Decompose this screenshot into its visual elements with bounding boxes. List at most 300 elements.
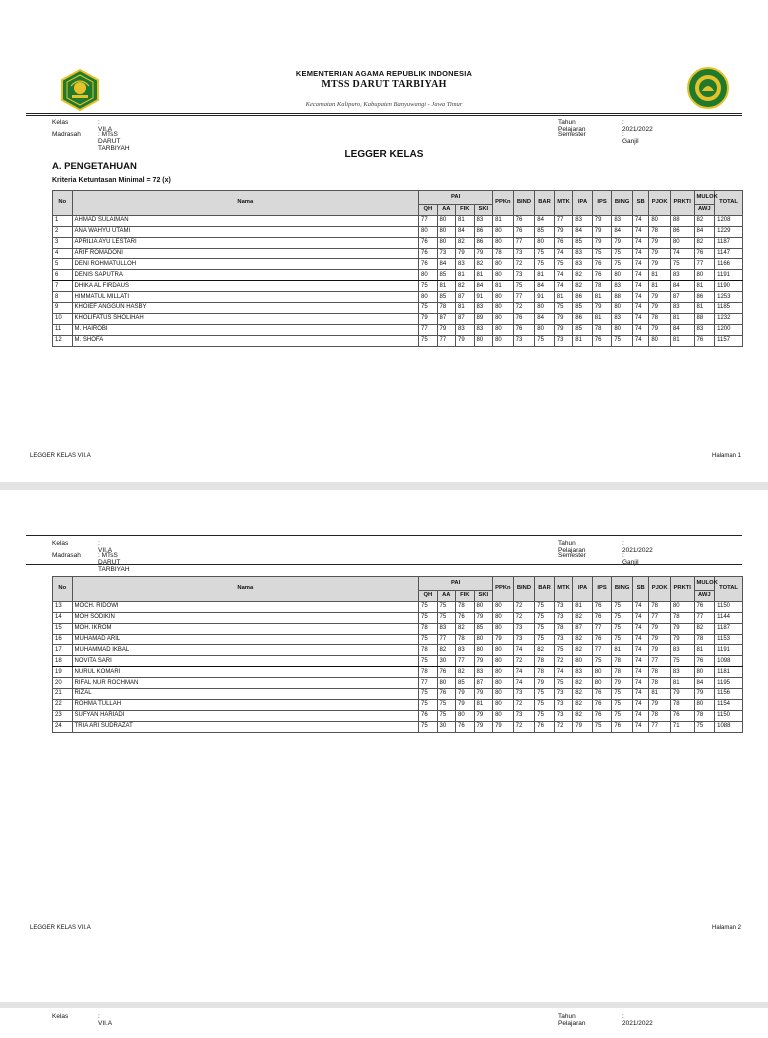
cell-bind: 76	[513, 226, 535, 237]
cell-bing: 78	[612, 667, 633, 678]
cell-ipa: 83	[573, 259, 593, 270]
cell-aa: 73	[437, 248, 456, 259]
cell-bind: 73	[513, 689, 535, 700]
cell-ipa: 86	[573, 292, 593, 303]
cell-pjok: 79	[649, 292, 671, 303]
cell-mtk: 77	[554, 215, 573, 226]
table-row	[53, 645, 743, 656]
cell-mtk: 72	[554, 656, 573, 667]
cell-ips: 76	[592, 699, 612, 710]
cell-mtk: 75	[554, 259, 573, 270]
cell-pjok: 79	[649, 303, 671, 314]
cell-bind: 73	[513, 248, 535, 259]
cell-ski: 79	[474, 721, 493, 732]
col-mtk-header: MTK	[554, 191, 573, 216]
cell-bar: 79	[535, 678, 555, 689]
cell-qh: 75	[419, 721, 438, 732]
cell-bing: 88	[612, 292, 633, 303]
cell-bind: 73	[513, 270, 535, 281]
cell-prkti: 78	[670, 612, 694, 623]
cell-awj: 81	[694, 303, 715, 314]
cell-bar: 75	[535, 623, 555, 634]
kelas-value: : VII.A	[98, 540, 113, 554]
cell-qh: 78	[419, 645, 438, 656]
cell-fik: 87	[456, 313, 475, 324]
cell-bind: 73	[513, 710, 535, 721]
cell-total: 1187	[715, 237, 743, 248]
ministry-name: KEMENTERIAN AGAMA REPUBLIK INDONESIA	[295, 69, 473, 78]
cell-ppkn: 80	[493, 313, 514, 324]
cell-bind: 77	[513, 292, 535, 303]
cell-ipa: 84	[573, 226, 593, 237]
cell-ppkn: 80	[493, 699, 514, 710]
cell-bing: 75	[612, 623, 633, 634]
cell-qh: 77	[419, 678, 438, 689]
cell-ski: 86	[474, 226, 493, 237]
col-mulok-header: MULOK	[694, 577, 715, 591]
cell-mtk: 72	[554, 721, 573, 732]
cell-total: 1229	[715, 226, 743, 237]
madrasah-value: : MTsS DARUT TARBIYAH	[98, 552, 130, 573]
cell-sb: 74	[632, 281, 648, 292]
cell-pjok: 78	[649, 678, 671, 689]
col-awj-header: AWJ	[694, 591, 715, 602]
cell-ski: 80	[474, 634, 493, 645]
cell-sb: 74	[632, 678, 648, 689]
cell-sb: 74	[632, 335, 648, 346]
cell-total: 1191	[715, 645, 743, 656]
cell-fik: 79	[456, 699, 475, 710]
cell-ips: 76	[592, 634, 612, 645]
cell-ppkn: 80	[493, 656, 514, 667]
page-title: LEGGER KELAS	[344, 149, 424, 160]
cell-mtk: 81	[554, 292, 573, 303]
cell-total: 1157	[715, 335, 743, 346]
cell-fik: 79	[456, 248, 475, 259]
cell-ski: 85	[474, 623, 493, 634]
cell-awj: 77	[694, 259, 715, 270]
tahun-label: Tahun Pelajaran	[558, 540, 586, 554]
cell-fik: 87	[456, 292, 475, 303]
cell-bar: 78	[535, 667, 555, 678]
cell-bind: 72	[513, 699, 535, 710]
cell-mtk: 74	[554, 667, 573, 678]
cell-sb: 74	[632, 226, 648, 237]
cell-awj: 78	[694, 710, 715, 721]
cell-mtk: 76	[554, 237, 573, 248]
cell-sb: 74	[632, 292, 648, 303]
cell-aa: 75	[437, 699, 456, 710]
col-total-header: TOTAL	[715, 191, 743, 216]
cell-sb: 74	[632, 612, 648, 623]
cell-ipa: 79	[573, 721, 593, 732]
cell-qh: 80	[419, 292, 438, 303]
cell-bind: 72	[513, 259, 535, 270]
col-fik-header: FIK	[456, 591, 475, 602]
cell-fik: 81	[456, 270, 475, 281]
col-qh-header: QH	[419, 205, 438, 216]
table-row	[53, 601, 743, 612]
cell-aa: 76	[437, 689, 456, 700]
cell-bar: 75	[535, 710, 555, 721]
cell-awj: 80	[694, 699, 715, 710]
cell-ips: 78	[592, 324, 612, 335]
tahun-value: : 2021/2022	[622, 1013, 653, 1027]
cell-ips: 78	[592, 281, 612, 292]
cell-bing: 83	[612, 281, 633, 292]
cell-pjok: 78	[649, 313, 671, 324]
cell-aa: 80	[437, 226, 456, 237]
cell-fik: 79	[456, 335, 475, 346]
cell-mtk: 74	[554, 281, 573, 292]
footer-page-number: Halaman 1	[711, 453, 741, 459]
cell-bar: 91	[535, 292, 555, 303]
cell-aa: 77	[437, 335, 456, 346]
cell-total: 1156	[715, 689, 743, 700]
col-pjok-header: PJOK	[649, 577, 671, 602]
cell-prkti: 75	[670, 259, 694, 270]
col-bing-header: BING	[612, 577, 633, 602]
cell-awj: 77	[694, 612, 715, 623]
cell-bing: 80	[612, 324, 633, 335]
cell-awj: 82	[694, 237, 715, 248]
cell-total: 1187	[715, 623, 743, 634]
cell-ips: 77	[592, 645, 612, 656]
cell-ppkn: 80	[493, 678, 514, 689]
cell-ski: 81	[474, 270, 493, 281]
cell-pjok: 81	[649, 281, 671, 292]
cell-fik: 83	[456, 645, 475, 656]
cell-sb: 74	[632, 303, 648, 314]
cell-no: 5	[53, 259, 73, 270]
cell-fik: 81	[456, 303, 475, 314]
letterhead-divider-thin	[26, 115, 742, 116]
cell-ski: 83	[474, 303, 493, 314]
legger-table	[52, 576, 743, 733]
tahun-value: : 2021/2022	[622, 119, 653, 133]
cell-awj: 79	[694, 689, 715, 700]
table-row	[53, 612, 743, 623]
cell-no: 1	[53, 215, 73, 226]
cell-awj: 76	[694, 335, 715, 346]
cell-sb: 74	[632, 634, 648, 645]
cell-sb: 74	[632, 324, 648, 335]
cell-ipa: 82	[573, 678, 593, 689]
col-ppkn-header: PPKn	[493, 191, 514, 216]
cell-mtk: 79	[554, 313, 573, 324]
cell-fik: 79	[456, 689, 475, 700]
cell-sb: 74	[632, 259, 648, 270]
cell-pjok: 78	[649, 226, 671, 237]
cell-mtk: 73	[554, 710, 573, 721]
col-mtk-header: MTK	[554, 577, 573, 602]
cell-ips: 76	[592, 710, 612, 721]
cell-aa: 77	[437, 634, 456, 645]
cell-ski: 79	[474, 248, 493, 259]
cell-no: 19	[53, 667, 73, 678]
cell-pjok: 77	[649, 656, 671, 667]
table-row	[53, 303, 743, 314]
cell-sb: 74	[632, 699, 648, 710]
cell-bind: 73	[513, 335, 535, 346]
cell-mtk: 78	[554, 623, 573, 634]
cell-no: 12	[53, 335, 73, 346]
cell-no: 13	[53, 601, 73, 612]
cell-ppkn: 80	[493, 237, 514, 248]
col-ppkn-header: PPKn	[493, 577, 514, 602]
cell-pjok: 79	[649, 623, 671, 634]
cell-sb: 74	[632, 645, 648, 656]
cell-prkti: 84	[670, 324, 694, 335]
cell-bind: 72	[513, 303, 535, 314]
cell-ipa: 82	[573, 270, 593, 281]
cell-no: 14	[53, 612, 73, 623]
kelas-value: : VII.A	[98, 1013, 113, 1027]
cell-bar: 85	[535, 226, 555, 237]
tahun-label: Tahun Pelajaran	[558, 1013, 586, 1027]
cell-ipa: 82	[573, 634, 593, 645]
kelas-label: Kelas	[52, 1013, 69, 1020]
cell-bing: 75	[612, 335, 633, 346]
cell-bing: 75	[612, 259, 633, 270]
cell-aa: 79	[437, 324, 456, 335]
cell-fik: 82	[456, 237, 475, 248]
cell-bar: 84	[535, 215, 555, 226]
cell-pjok: 81	[649, 689, 671, 700]
cell-ips: 81	[592, 292, 612, 303]
cell-ips: 80	[592, 678, 612, 689]
cell-bing: 83	[612, 215, 633, 226]
cell-fik: 82	[456, 281, 475, 292]
cell-aa: 30	[437, 656, 456, 667]
cell-awj: 81	[694, 281, 715, 292]
cell-ips: 75	[592, 721, 612, 732]
cell-bing: 75	[612, 248, 633, 259]
cell-sb: 74	[632, 237, 648, 248]
cell-bar: 81	[535, 270, 555, 281]
cell-nama: KHOIEF ANGGUN HASBY	[72, 303, 419, 314]
cell-prkti: 81	[670, 313, 694, 324]
cell-ski: 79	[474, 612, 493, 623]
col-prkti-header: PRKTI	[670, 191, 694, 216]
cell-ppkn: 79	[493, 634, 514, 645]
cell-prkti: 79	[670, 623, 694, 634]
cell-aa: 80	[437, 678, 456, 689]
cell-nama: RIFAL NUR ROCHMAN	[72, 678, 419, 689]
cell-ski: 79	[474, 689, 493, 700]
cell-qh: 75	[419, 689, 438, 700]
cell-ips: 76	[592, 335, 612, 346]
cell-total: 1154	[715, 699, 743, 710]
cell-qh: 75	[419, 601, 438, 612]
col-bar-header: BAR	[535, 191, 555, 216]
cell-awj: 76	[694, 601, 715, 612]
cell-awj: 82	[694, 215, 715, 226]
cell-qh: 76	[419, 237, 438, 248]
cell-no: 17	[53, 645, 73, 656]
cell-total: 1195	[715, 678, 743, 689]
cell-ppkn: 80	[493, 259, 514, 270]
cell-awj: 78	[694, 634, 715, 645]
cell-nama: SUFYAN HARIADI	[72, 710, 419, 721]
cell-qh: 75	[419, 281, 438, 292]
cell-ips: 77	[592, 623, 612, 634]
cell-prkti: 80	[670, 601, 694, 612]
table-row	[53, 259, 743, 270]
cell-fik: 82	[456, 623, 475, 634]
cell-total: 1147	[715, 248, 743, 259]
cell-ppkn: 80	[493, 645, 514, 656]
cell-ipa: 82	[573, 699, 593, 710]
col-fik-header: FIK	[456, 205, 475, 216]
cell-total: 1144	[715, 612, 743, 623]
cell-sb: 74	[632, 215, 648, 226]
cell-no: 22	[53, 699, 73, 710]
cell-ipa: 85	[573, 324, 593, 335]
cell-fik: 77	[456, 656, 475, 667]
cell-prkti: 83	[670, 645, 694, 656]
cell-bing: 79	[612, 678, 633, 689]
school-name: MTSS DARUT TARBIYAH	[321, 79, 447, 90]
cell-bing: 83	[612, 313, 633, 324]
cell-aa: 82	[437, 645, 456, 656]
cell-aa: 75	[437, 601, 456, 612]
table-row	[53, 281, 743, 292]
cell-nama: M. SHOFA	[72, 335, 419, 346]
cell-total: 1088	[715, 721, 743, 732]
cell-total: 1208	[715, 215, 743, 226]
cell-nama: M. HAIROBI	[72, 324, 419, 335]
cell-prkti: 83	[670, 303, 694, 314]
cell-ipa: 85	[573, 237, 593, 248]
cell-nama: MOCH. RIDOWI	[72, 601, 419, 612]
cell-fik: 78	[456, 634, 475, 645]
cell-aa: 85	[437, 292, 456, 303]
cell-awj: 76	[694, 656, 715, 667]
cell-no: 8	[53, 292, 73, 303]
cell-mtk: 79	[554, 324, 573, 335]
kelas-value: : VII.A	[98, 119, 113, 133]
document-page-1	[0, 0, 768, 482]
cell-bing: 76	[612, 721, 633, 732]
cell-prkti: 71	[670, 721, 694, 732]
cell-bar: 84	[535, 281, 555, 292]
cell-ipa: 85	[573, 303, 593, 314]
table-row	[53, 313, 743, 324]
cell-ski: 84	[474, 281, 493, 292]
cell-mtk: 75	[554, 645, 573, 656]
table-row	[53, 656, 743, 667]
cell-nama: ANA WAHYU UTAMI	[72, 226, 419, 237]
cell-bind: 76	[513, 215, 535, 226]
cell-total: 1150	[715, 601, 743, 612]
cell-ski: 86	[474, 237, 493, 248]
cell-ips: 79	[592, 237, 612, 248]
semester-value: : Ganjil	[622, 552, 639, 566]
cell-qh: 76	[419, 248, 438, 259]
madrasah-value: : MTsS DARUT TARBIYAH	[98, 131, 130, 152]
cell-nama: HIMMATUL MILLATI	[72, 292, 419, 303]
cell-bar: 80	[535, 324, 555, 335]
cell-aa: 80	[437, 215, 456, 226]
legger-table	[52, 190, 743, 347]
cell-bing: 75	[612, 699, 633, 710]
cell-aa: 75	[437, 710, 456, 721]
cell-bar: 75	[535, 601, 555, 612]
cell-awj: 84	[694, 678, 715, 689]
col-aa-header: AA	[437, 591, 456, 602]
cell-ppkn: 80	[493, 324, 514, 335]
letterhead	[0, 0, 768, 118]
cell-bind: 73	[513, 634, 535, 645]
cell-ipa: 82	[573, 689, 593, 700]
cell-prkti: 83	[670, 270, 694, 281]
table-row	[53, 689, 743, 700]
letterhead-divider	[26, 113, 742, 114]
col-no-header: No	[53, 577, 73, 602]
cell-nama: MOH SODIKIN	[72, 612, 419, 623]
table-row	[53, 324, 743, 335]
cell-ipa: 82	[573, 281, 593, 292]
cell-ipa: 82	[573, 710, 593, 721]
cell-ppkn: 80	[493, 601, 514, 612]
cell-fik: 83	[456, 259, 475, 270]
cell-ipa: 82	[573, 612, 593, 623]
cell-no: 11	[53, 324, 73, 335]
cell-qh: 75	[419, 303, 438, 314]
table-row	[53, 699, 743, 710]
document-page-2	[0, 490, 768, 1002]
cell-ipa: 82	[573, 645, 593, 656]
cell-bind: 72	[513, 721, 535, 732]
cell-bar: 75	[535, 689, 555, 700]
cell-bind: 73	[513, 623, 535, 634]
cell-no: 2	[53, 226, 73, 237]
school-address: Kecamatan Kalipuro, Kabupaten Banyuwangi - Jawa Timur	[305, 101, 463, 108]
cell-nama: MUHAMAD ARIL	[72, 634, 419, 645]
cell-ppkn: 80	[493, 667, 514, 678]
cell-bing: 75	[612, 710, 633, 721]
footer-title: LEGGER KELAS VII.A	[30, 453, 91, 459]
cell-nama: MOH. IKROM	[72, 623, 419, 634]
cell-bind: 74	[513, 667, 535, 678]
cell-awj: 75	[694, 721, 715, 732]
madrasah-label: Madrasah	[52, 131, 81, 138]
table-row	[53, 623, 743, 634]
col-ski-header: SKI	[474, 591, 493, 602]
cell-pjok: 79	[649, 237, 671, 248]
cell-mtk: 73	[554, 335, 573, 346]
cell-pjok: 79	[649, 699, 671, 710]
cell-bar: 78	[535, 656, 555, 667]
cell-bing: 79	[612, 237, 633, 248]
cell-total: 1153	[715, 634, 743, 645]
cell-pjok: 80	[649, 215, 671, 226]
semester-label: Semester	[558, 131, 586, 138]
col-no-header: No	[53, 191, 73, 216]
cell-total: 1253	[715, 292, 743, 303]
cell-ipa: 83	[573, 667, 593, 678]
cell-fik: 78	[456, 601, 475, 612]
cell-no: 23	[53, 710, 73, 721]
cell-bing: 80	[612, 270, 633, 281]
table-body-page-2	[53, 601, 743, 732]
cell-bar: 80	[535, 237, 555, 248]
cell-pjok: 79	[649, 645, 671, 656]
cell-sb: 74	[632, 601, 648, 612]
semester-label: Semester	[558, 552, 586, 559]
table-row	[53, 292, 743, 303]
